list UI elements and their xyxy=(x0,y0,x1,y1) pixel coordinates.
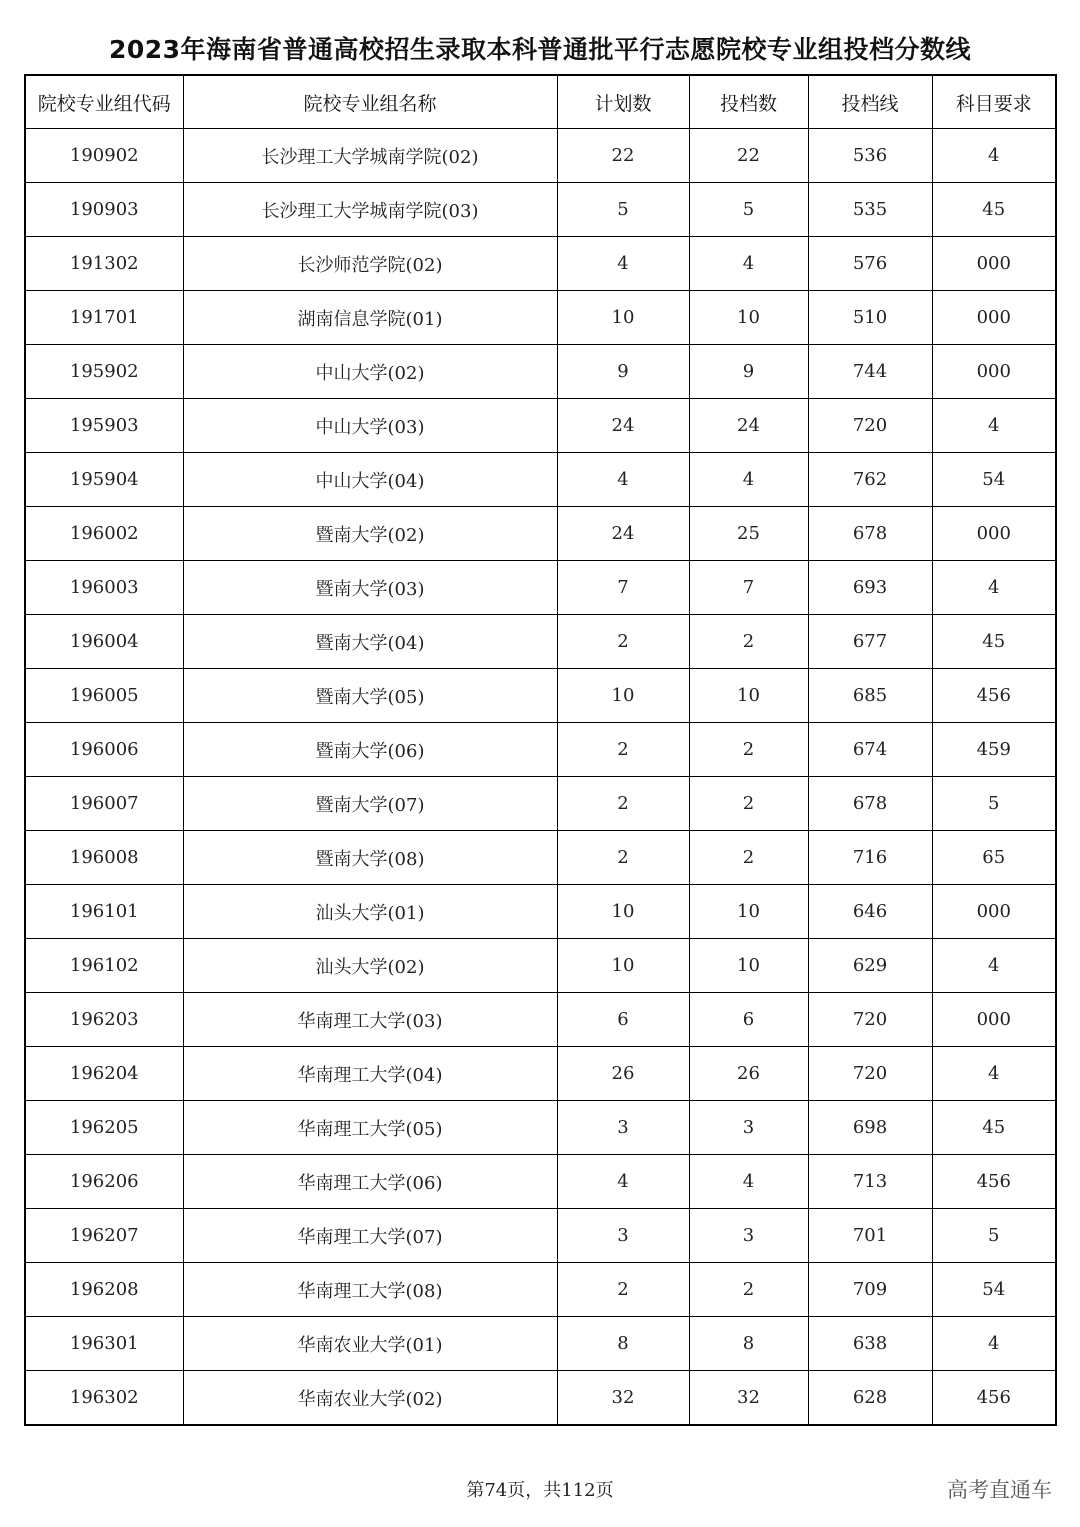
cell-group-name: 汕头大学(01) xyxy=(183,885,557,939)
cell-subject-req: 45 xyxy=(932,183,1056,237)
cell-group-name: 暨南大学(08) xyxy=(183,831,557,885)
column-header-cutoff-score: 投档线 xyxy=(808,75,932,129)
cell-subject-req: 000 xyxy=(932,237,1056,291)
cell-group-name: 长沙理工大学城南学院(02) xyxy=(183,129,557,183)
cell-subject-req: 4 xyxy=(932,129,1056,183)
cell-subject-req: 65 xyxy=(932,831,1056,885)
cell-subject-req: 5 xyxy=(932,1209,1056,1263)
cell-subject-req: 4 xyxy=(932,561,1056,615)
cell-cutoff-score: 629 xyxy=(808,939,932,993)
cell-cutoff-score: 536 xyxy=(808,129,932,183)
cell-plan-count: 24 xyxy=(557,399,689,453)
cell-subject-req: 4 xyxy=(932,399,1056,453)
cell-cutoff-score: 628 xyxy=(808,1371,932,1426)
table-row xyxy=(25,507,1056,561)
cell-cutoff-score: 701 xyxy=(808,1209,932,1263)
cell-group-code: 196207 xyxy=(25,1209,183,1263)
cell-plan-count: 2 xyxy=(557,831,689,885)
column-header-group-name: 院校专业组名称 xyxy=(183,75,557,129)
cell-admit-count: 4 xyxy=(689,453,808,507)
cell-cutoff-score: 720 xyxy=(808,399,932,453)
cell-plan-count: 24 xyxy=(557,507,689,561)
cell-admit-count: 10 xyxy=(689,669,808,723)
cell-group-code: 196102 xyxy=(25,939,183,993)
cell-cutoff-score: 720 xyxy=(808,1047,932,1101)
cell-subject-req: 000 xyxy=(932,885,1056,939)
table-row xyxy=(25,1263,1056,1317)
cell-plan-count: 10 xyxy=(557,669,689,723)
cell-admit-count: 2 xyxy=(689,777,808,831)
cell-cutoff-score: 678 xyxy=(808,507,932,561)
cell-subject-req: 54 xyxy=(932,1263,1056,1317)
table-row xyxy=(25,1317,1056,1371)
table-row xyxy=(25,1047,1056,1101)
cell-cutoff-score: 720 xyxy=(808,993,932,1047)
cell-admit-count: 10 xyxy=(689,291,808,345)
table-row xyxy=(25,1101,1056,1155)
cell-admit-count: 2 xyxy=(689,723,808,777)
cell-admit-count: 4 xyxy=(689,1155,808,1209)
cell-cutoff-score: 698 xyxy=(808,1101,932,1155)
cell-group-code: 196302 xyxy=(25,1371,183,1426)
table-row xyxy=(25,723,1056,777)
cell-group-code: 196007 xyxy=(25,777,183,831)
cell-group-name: 暨南大学(07) xyxy=(183,777,557,831)
cell-plan-count: 2 xyxy=(557,723,689,777)
cell-plan-count: 4 xyxy=(557,1155,689,1209)
cell-group-code: 190902 xyxy=(25,129,183,183)
cell-group-name: 中山大学(03) xyxy=(183,399,557,453)
watermark: 高考直通车 xyxy=(947,1478,1052,1502)
table-row xyxy=(25,237,1056,291)
cell-group-name: 暨南大学(02) xyxy=(183,507,557,561)
cell-admit-count: 7 xyxy=(689,561,808,615)
cell-plan-count: 10 xyxy=(557,885,689,939)
table-row xyxy=(25,993,1056,1047)
cell-group-code: 196004 xyxy=(25,615,183,669)
cell-admit-count: 22 xyxy=(689,129,808,183)
cell-group-name: 华南理工大学(04) xyxy=(183,1047,557,1101)
cell-group-code: 195902 xyxy=(25,345,183,399)
cell-cutoff-score: 685 xyxy=(808,669,932,723)
cell-cutoff-score: 576 xyxy=(808,237,932,291)
cell-admit-count: 9 xyxy=(689,345,808,399)
cell-group-code: 196006 xyxy=(25,723,183,777)
cell-admit-count: 2 xyxy=(689,831,808,885)
cell-group-name: 长沙师范学院(02) xyxy=(183,237,557,291)
table-row xyxy=(25,453,1056,507)
cell-group-name: 暨南大学(03) xyxy=(183,561,557,615)
cell-group-code: 196205 xyxy=(25,1101,183,1155)
table-row xyxy=(25,1371,1056,1426)
cell-subject-req: 459 xyxy=(932,723,1056,777)
cell-cutoff-score: 638 xyxy=(808,1317,932,1371)
cell-admit-count: 4 xyxy=(689,237,808,291)
cell-subject-req: 456 xyxy=(932,1371,1056,1426)
cell-group-name: 华南理工大学(06) xyxy=(183,1155,557,1209)
table-row xyxy=(25,1155,1056,1209)
cell-group-name: 华南理工大学(08) xyxy=(183,1263,557,1317)
cell-group-name: 中山大学(04) xyxy=(183,453,557,507)
cell-group-name: 华南理工大学(07) xyxy=(183,1209,557,1263)
cell-group-code: 196301 xyxy=(25,1317,183,1371)
score-table xyxy=(24,74,1057,1426)
cell-group-code: 190903 xyxy=(25,183,183,237)
column-header-group-code: 院校专业组代码 xyxy=(25,75,183,129)
cell-subject-req: 456 xyxy=(932,669,1056,723)
cell-admit-count: 6 xyxy=(689,993,808,1047)
cell-cutoff-score: 535 xyxy=(808,183,932,237)
cell-admit-count: 2 xyxy=(689,1263,808,1317)
cell-admit-count: 2 xyxy=(689,615,808,669)
cell-subject-req: 456 xyxy=(932,1155,1056,1209)
cell-subject-req: 4 xyxy=(932,939,1056,993)
cell-plan-count: 6 xyxy=(557,993,689,1047)
cell-subject-req: 4 xyxy=(932,1317,1056,1371)
cell-admit-count: 3 xyxy=(689,1101,808,1155)
cell-subject-req: 000 xyxy=(932,507,1056,561)
cell-group-code: 191302 xyxy=(25,237,183,291)
cell-plan-count: 2 xyxy=(557,777,689,831)
cell-group-name: 华南农业大学(02) xyxy=(183,1371,557,1426)
cell-cutoff-score: 693 xyxy=(808,561,932,615)
cell-group-code: 196008 xyxy=(25,831,183,885)
table-row xyxy=(25,291,1056,345)
cell-group-name: 暨南大学(04) xyxy=(183,615,557,669)
cell-group-code: 196208 xyxy=(25,1263,183,1317)
cell-group-name: 华南理工大学(05) xyxy=(183,1101,557,1155)
cell-plan-count: 5 xyxy=(557,183,689,237)
table-row xyxy=(25,777,1056,831)
cell-group-code: 195904 xyxy=(25,453,183,507)
cell-group-name: 暨南大学(05) xyxy=(183,669,557,723)
cell-group-code: 196101 xyxy=(25,885,183,939)
cell-plan-count: 3 xyxy=(557,1101,689,1155)
cell-plan-count: 4 xyxy=(557,237,689,291)
cell-plan-count: 10 xyxy=(557,939,689,993)
cell-cutoff-score: 762 xyxy=(808,453,932,507)
cell-cutoff-score: 713 xyxy=(808,1155,932,1209)
cell-group-code: 191701 xyxy=(25,291,183,345)
column-header-plan-count: 计划数 xyxy=(557,75,689,129)
cell-cutoff-score: 646 xyxy=(808,885,932,939)
cell-subject-req: 54 xyxy=(932,453,1056,507)
cell-group-name: 湖南信息学院(01) xyxy=(183,291,557,345)
page-footer: 第74页，共112页 xyxy=(466,1480,614,1501)
cell-plan-count: 2 xyxy=(557,1263,689,1317)
table-row xyxy=(25,183,1056,237)
cell-group-code: 196005 xyxy=(25,669,183,723)
cell-group-code: 195903 xyxy=(25,399,183,453)
cell-admit-count: 32 xyxy=(689,1371,808,1426)
cell-subject-req: 000 xyxy=(932,993,1056,1047)
table-row xyxy=(25,399,1056,453)
cell-plan-count: 26 xyxy=(557,1047,689,1101)
cell-admit-count: 25 xyxy=(689,507,808,561)
table-row xyxy=(25,885,1056,939)
table-row xyxy=(25,669,1056,723)
cell-plan-count: 4 xyxy=(557,453,689,507)
cell-plan-count: 9 xyxy=(557,345,689,399)
cell-cutoff-score: 677 xyxy=(808,615,932,669)
cell-cutoff-score: 744 xyxy=(808,345,932,399)
cell-admit-count: 24 xyxy=(689,399,808,453)
cell-group-code: 196003 xyxy=(25,561,183,615)
cell-subject-req: 000 xyxy=(932,345,1056,399)
cell-subject-req: 45 xyxy=(932,1101,1056,1155)
cell-admit-count: 5 xyxy=(689,183,808,237)
cell-group-name: 中山大学(02) xyxy=(183,345,557,399)
cell-plan-count: 7 xyxy=(557,561,689,615)
header-row xyxy=(25,75,1056,129)
cell-admit-count: 8 xyxy=(689,1317,808,1371)
cell-plan-count: 8 xyxy=(557,1317,689,1371)
cell-plan-count: 32 xyxy=(557,1371,689,1426)
table-row xyxy=(25,129,1056,183)
column-header-subject-req: 科目要求 xyxy=(932,75,1056,129)
cell-admit-count: 10 xyxy=(689,885,808,939)
cell-plan-count: 22 xyxy=(557,129,689,183)
table-body xyxy=(25,129,1056,1426)
cell-cutoff-score: 678 xyxy=(808,777,932,831)
cell-subject-req: 000 xyxy=(932,291,1056,345)
cell-group-code: 196206 xyxy=(25,1155,183,1209)
table-header xyxy=(25,75,1056,129)
cell-group-code: 196204 xyxy=(25,1047,183,1101)
cell-group-name: 汕头大学(02) xyxy=(183,939,557,993)
cell-plan-count: 10 xyxy=(557,291,689,345)
cell-admit-count: 3 xyxy=(689,1209,808,1263)
cell-group-code: 196002 xyxy=(25,507,183,561)
cell-cutoff-score: 716 xyxy=(808,831,932,885)
cell-group-name: 长沙理工大学城南学院(03) xyxy=(183,183,557,237)
column-header-admit-count: 投档数 xyxy=(689,75,808,129)
table-row xyxy=(25,561,1056,615)
cell-admit-count: 26 xyxy=(689,1047,808,1101)
table-row xyxy=(25,939,1056,993)
cell-plan-count: 3 xyxy=(557,1209,689,1263)
cell-plan-count: 2 xyxy=(557,615,689,669)
cell-subject-req: 5 xyxy=(932,777,1056,831)
table-row xyxy=(25,1209,1056,1263)
cell-group-name: 暨南大学(06) xyxy=(183,723,557,777)
page-title: 2023年海南省普通高校招生录取本科普通批平行志愿院校专业组投档分数线 xyxy=(108,35,972,64)
cell-cutoff-score: 510 xyxy=(808,291,932,345)
cell-subject-req: 4 xyxy=(932,1047,1056,1101)
cell-subject-req: 45 xyxy=(932,615,1056,669)
cell-cutoff-score: 709 xyxy=(808,1263,932,1317)
table-row xyxy=(25,345,1056,399)
cell-cutoff-score: 674 xyxy=(808,723,932,777)
table-row xyxy=(25,615,1056,669)
table-row xyxy=(25,831,1056,885)
cell-group-name: 华南理工大学(03) xyxy=(183,993,557,1047)
cell-admit-count: 10 xyxy=(689,939,808,993)
cell-group-name: 华南农业大学(01) xyxy=(183,1317,557,1371)
cell-group-code: 196203 xyxy=(25,993,183,1047)
